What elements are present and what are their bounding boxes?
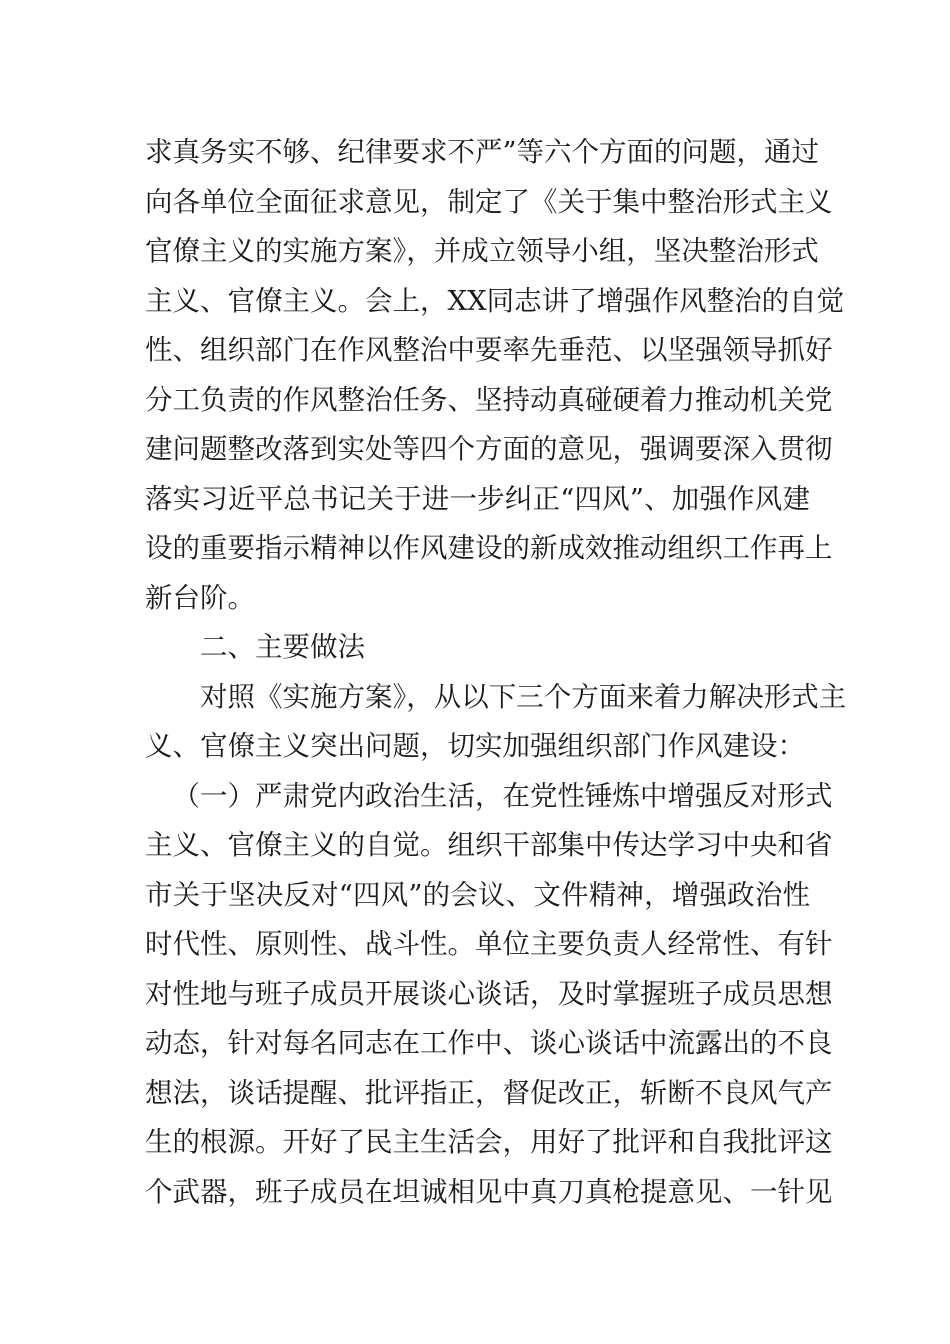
text-line: （一）严肃党内政治生活，在党性锤炼中增强反对形式 [172, 779, 833, 812]
text-line: 性、组织部门在作风整治中要率先垂范、以坚强领导抓好 [145, 334, 833, 366]
text-line: 设的重要指示精神以作风建设的新成效推动组织工作再上 [145, 532, 833, 564]
paragraph-intro [145, 673, 847, 772]
text-line: 市关于坚决反对“四风”的会议、文件精神，增强政治性 [145, 878, 810, 911]
text-line: 建问题整改落到实处等四个方面的意见，强调要深入贯彻 [145, 433, 833, 465]
text-line: 求真务实不够、纪律要求不严”等六个方面的问题，通过 [145, 136, 820, 168]
text-line: 主义、官僚主义。会上，XX同志讲了增强作风整治的自觉 [145, 284, 845, 317]
text-line: 向各单位全面征求意见，制定了《关于集中整治形式主义 [145, 185, 833, 218]
text-line: 官僚主义的实施方案》，并成立领导小组，坚决整治形式 [145, 235, 819, 267]
text-line: 时代性、原则性、战斗性。单位主要负责人经常性、有针 [145, 928, 833, 960]
text-line: 对性地与班子成员开展谈心谈话，及时掌握班子成员思想 [145, 977, 833, 1010]
section-heading [145, 623, 810, 673]
heading-text: 二、主要做法 [200, 631, 365, 663]
text-line: 生的根源。开好了民主生活会，用好了批评和自我批评这 [145, 1126, 833, 1158]
paragraph-section-one [145, 772, 833, 1218]
text-line: 新台阶。 [145, 581, 255, 614]
text-line: 分工负责的作风整治任务、坚持动真碰硬着力推动机关党 [145, 383, 833, 416]
text-line: 个武器，班子成员在坦诚相见中真刀真枪提意见、一针见 [145, 1175, 833, 1208]
text-line: 想法，谈话提醒、批评指正，督促改正，斩断不良风气产 [145, 1076, 833, 1109]
text-line: 落实习近平总书记关于进一步纠正“四风”、加强作风建 [145, 482, 810, 515]
paragraph-background [145, 128, 845, 623]
text-line: 义、官僚主义突出问题，切实加强组织部门作风建设： [145, 730, 805, 762]
text-line: 对照《实施方案》，从以下三个方面来着力解决形式主 [200, 680, 847, 713]
document-body [145, 128, 847, 1217]
text-line: 动态，针对每名同志在工作中、谈心谈话中流露出的不良 [145, 1027, 833, 1059]
text-line: 主义、官僚主义的自觉。组织干部集中传达学习中央和省 [145, 829, 833, 861]
